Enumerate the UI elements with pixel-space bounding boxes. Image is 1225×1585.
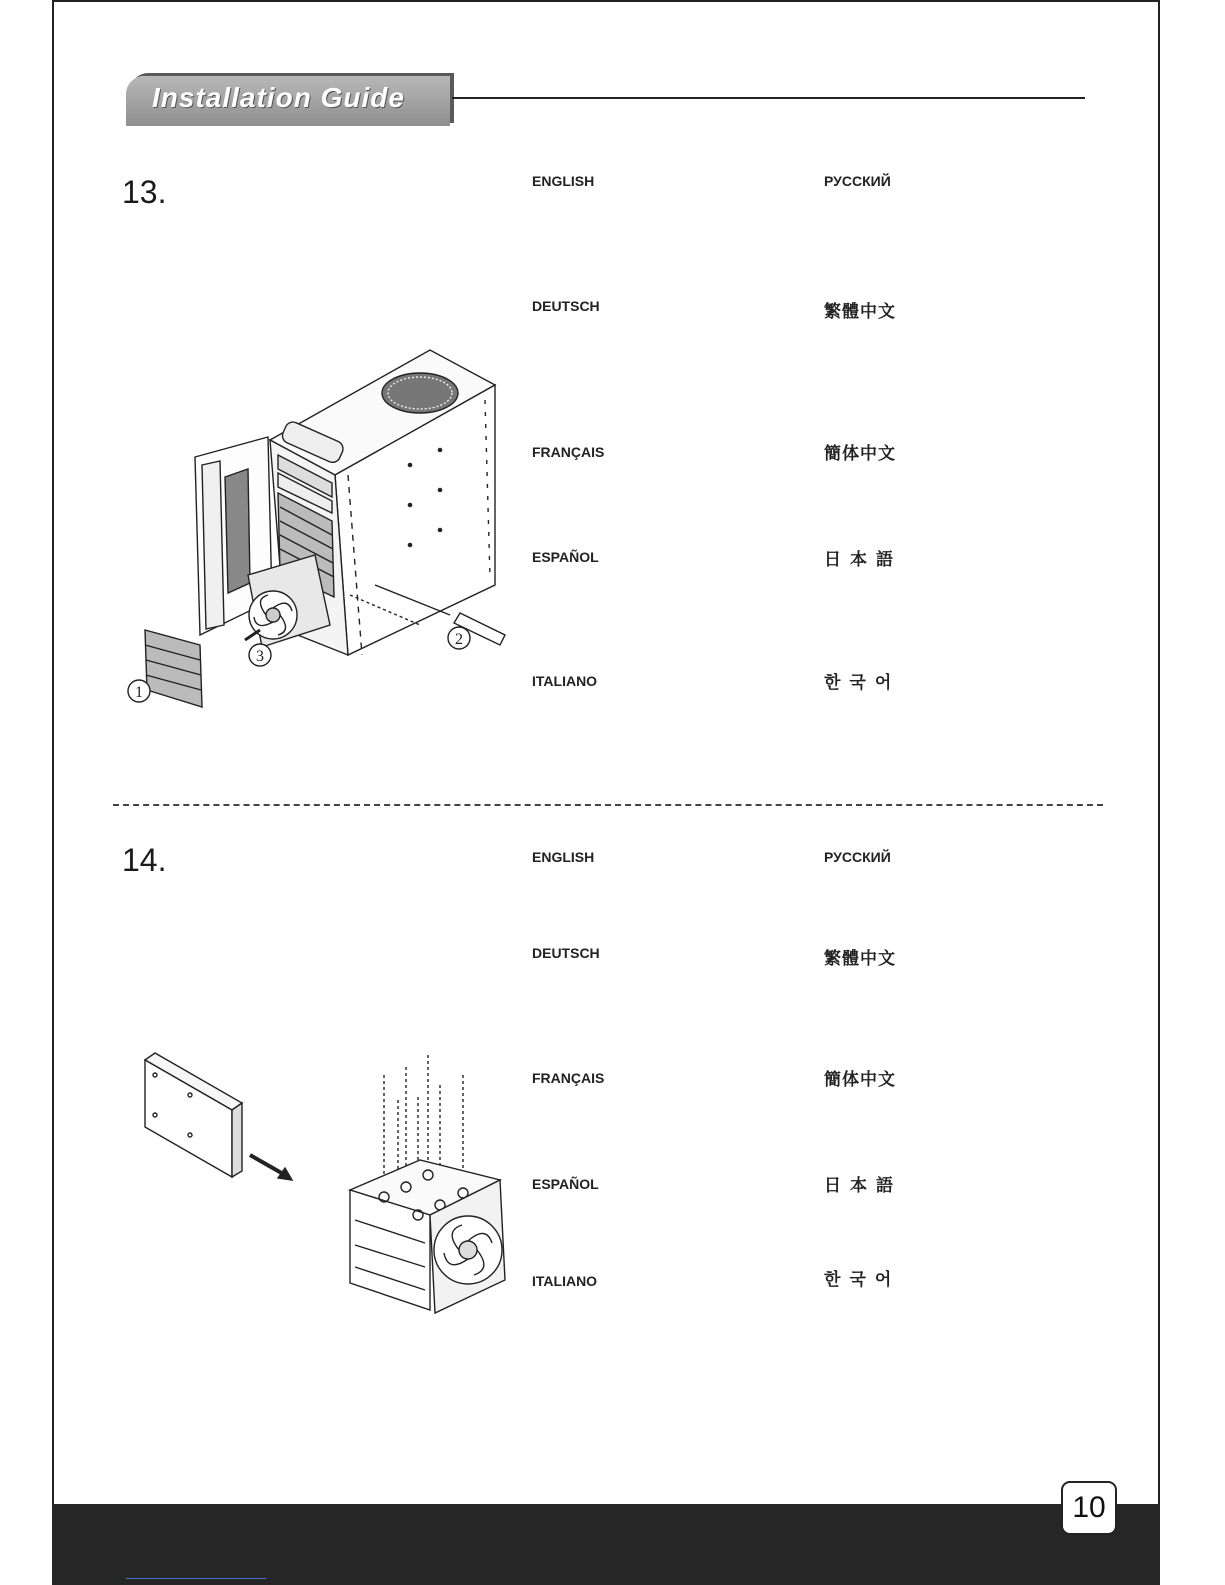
step-13-case-illustration — [120, 345, 520, 715]
frame-left-border — [52, 0, 54, 1510]
step-13-lang-korean: 한국어 — [824, 673, 901, 692]
step-14-lang-english: ENGLISH — [532, 849, 595, 865]
step-13-number: 13. — [122, 174, 167, 210]
step-14-number: 14. — [122, 842, 167, 878]
step-14-lang-deutsch: DEUTSCH — [532, 945, 600, 961]
step-14-lang-espanol: ESPAÑOL — [532, 1176, 599, 1192]
step-13-lang-italiano: ITALIANO — [532, 673, 598, 689]
frame-right-border — [1158, 0, 1160, 1510]
step-13-lang-trad-chinese: 繁體中文 — [824, 302, 896, 321]
step-13-lang-english: ENGLISH — [532, 173, 595, 189]
step-13-lang-simp-chinese: 簡体中文 — [824, 444, 896, 463]
step-14-lang-russian: РУССКИЙ — [824, 849, 891, 865]
header-rule — [452, 97, 1085, 99]
step-13-lang-deutsch: DEUTSCH — [532, 298, 600, 314]
page-number: 10 — [1061, 1481, 1117, 1535]
step-13-lang-japanese: 日本語 — [824, 550, 902, 569]
step-13-lang-russian: РУССКИЙ — [824, 173, 891, 189]
step-14-lang-francais: FRANÇAIS — [532, 1070, 605, 1086]
step-14-lang-japanese: 日本語 — [824, 1176, 902, 1195]
step-13-lang-espanol: ESPAÑOL — [532, 549, 599, 565]
callout-2: 2 — [455, 631, 463, 648]
frame-top-border — [52, 0, 1160, 2]
step-14-lang-simp-chinese: 簡体中文 — [824, 1070, 896, 1089]
step-14-lang-italiano: ITALIANO — [532, 1273, 598, 1289]
step-14-drive-cage-illustration — [130, 1045, 520, 1320]
callout-1: 1 — [135, 684, 143, 701]
page-title: Installation Guide — [152, 82, 405, 113]
section-divider — [113, 804, 1103, 806]
step-13-lang-francais: FRANÇAIS — [532, 444, 605, 460]
step-14-lang-trad-chinese: 繁體中文 — [824, 949, 896, 968]
callout-3: 3 — [256, 648, 264, 665]
footer-bar — [52, 1504, 1160, 1585]
step-14-lang-korean: 한국어 — [824, 1270, 901, 1289]
footer-underline — [126, 1578, 266, 1579]
